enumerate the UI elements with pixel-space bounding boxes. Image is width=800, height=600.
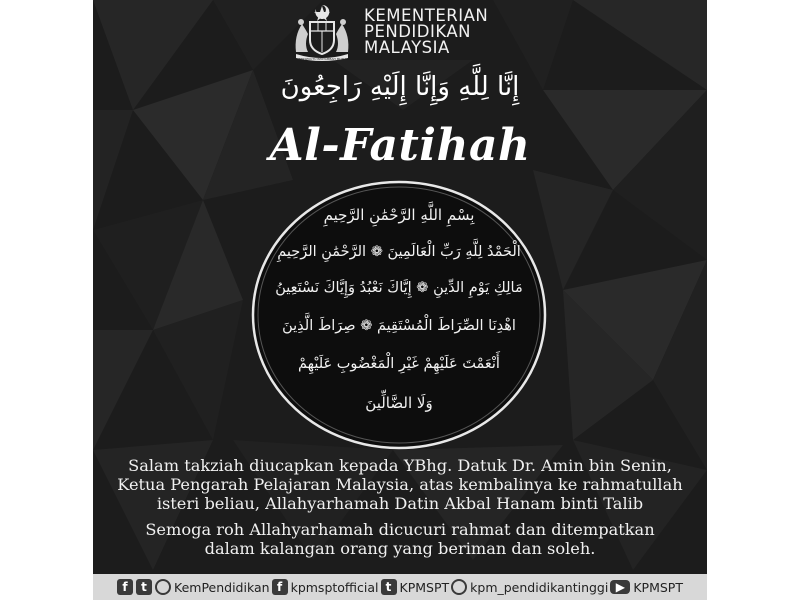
al-fatihah-title: Al-Fatihah (269, 120, 531, 171)
calligraphy-line-5: أَنْعَمْتَ عَلَيْهِمْ غَيْرِ الْمَغْضُوبِ عَلَيْهِمْ (298, 356, 500, 372)
kpm-social-handle[interactable]: KemPendidikan (174, 579, 270, 595)
surah-al-fatihah-calligraphy-icon (251, 180, 547, 450)
ministry-name-line2: PENDIDIKAN (364, 22, 472, 41)
facebook-icon[interactable]: f (272, 579, 288, 595)
kpmspt-youtube-handle[interactable]: KPMSPT (633, 579, 683, 595)
instagram-icon[interactable] (155, 579, 171, 595)
twitter-icon[interactable]: t (381, 579, 397, 595)
message-line-4: Semoga roh Allahyarhamah dicucuri rahmat dan ditempatkan (145, 520, 655, 539)
social-kpm-instagram[interactable] (451, 579, 608, 595)
ministry-name-line1: KEMENTERIAN (364, 6, 489, 25)
social-kpmspt-twitter[interactable] (381, 579, 450, 595)
message-line-5: dalam kalangan orang yang beriman dan soleh. (204, 539, 596, 558)
kpmspt-twitter-handle[interactable]: KPMSPT (399, 579, 450, 595)
calligraphy-line-4: اهْدِنَا الصِّرَاطَ الْمُسْتَقِيمَ ❁ صِرَاطَ الَّذِينَ (282, 318, 516, 334)
calligraphy-line-1: بِسْمِ اللَّهِ الرَّحْمَٰنِ الرَّحِيمِ (323, 206, 475, 224)
calligraphy-line-6: وَلَا الضَّالِّينَ (365, 394, 433, 412)
instagram-icon[interactable] (451, 579, 467, 595)
message-line-1: Salam takziah diucapkan kepada YBhg. Datuk Dr. Amin bin Senin, (128, 456, 672, 475)
social-kpm[interactable] (117, 579, 270, 595)
crest-motto: BERSEKUTU BERTAMBAH MUTU (298, 57, 346, 61)
social-media-bar (93, 574, 707, 600)
message-line-2: Ketua Pengarah Pelajaran Malaysia, atas kembalinya ke rahmatullah (117, 475, 683, 494)
social-kpmspt-facebook[interactable] (272, 579, 379, 595)
kpm-instagram-handle[interactable]: kpm_pendidikantinggi (470, 579, 609, 595)
youtube-icon[interactable]: ▶ (610, 580, 630, 594)
condolence-poster (93, 0, 707, 600)
message-line-3: isteri beliau, Allahyarhamah Datin Akbal Hanam binti Talib (156, 494, 644, 513)
twitter-icon[interactable]: t (136, 579, 152, 595)
ministry-header (288, 4, 618, 62)
ministry-name-line3: MALAYSIA (364, 38, 450, 57)
arabic-istirja-phrase: إِنَّا لِلَّهِ وَإِنَّا إِلَيْهِ رَاجِعُونَ (280, 72, 520, 102)
kpmspt-facebook-handle[interactable]: kpmsptofficial (290, 579, 379, 595)
calligraphy-line-3: مَالِكِ يَوْمِ الدِّينِ ❁ إِيَّاكَ نَعْبُدُ وَإِيَّاكَ نَسْتَعِينُ (275, 280, 523, 296)
ministry-name (364, 8, 488, 56)
condolence-message (93, 456, 707, 558)
malaysia-coat-of-arms-icon (288, 4, 356, 62)
calligraphy-line-2: الْحَمْدُ لِلَّهِ رَبِّ الْعَالَمِينَ ❁ الرَّحْمَٰنِ الرَّحِيمِ (277, 244, 521, 260)
social-kpmspt-youtube[interactable] (610, 580, 683, 595)
facebook-icon[interactable]: f (117, 579, 133, 595)
